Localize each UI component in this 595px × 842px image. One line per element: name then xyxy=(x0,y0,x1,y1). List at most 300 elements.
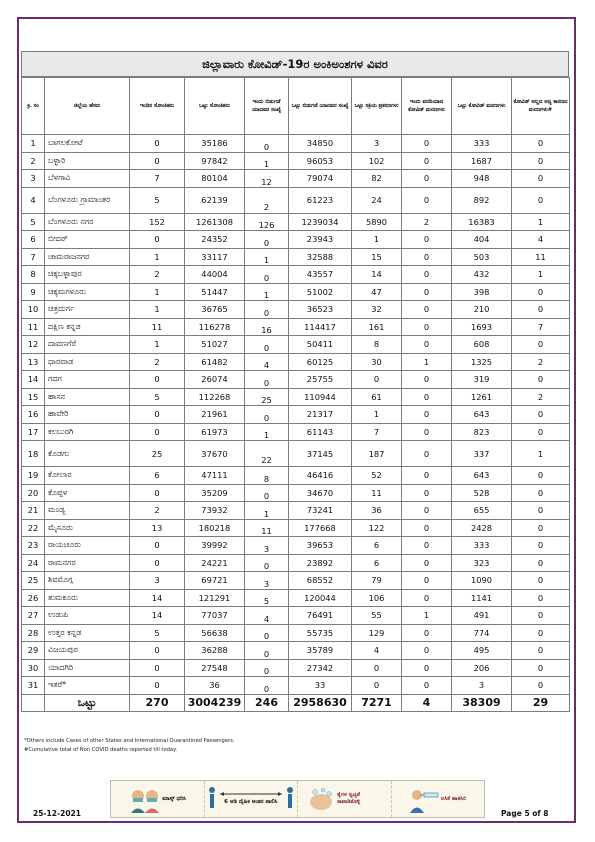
cell-total-discharged: 68552 xyxy=(289,572,352,590)
cell-total-cases: 97842 xyxy=(185,152,245,170)
banner-tile-vaccine xyxy=(392,781,485,817)
cell-total-deaths: 319 xyxy=(452,371,512,389)
cell-other-deaths: 0 xyxy=(512,519,570,537)
cell-active: 32 xyxy=(352,301,402,319)
cell-today-cases: 0 xyxy=(130,537,185,555)
cell-total-cases: 36765 xyxy=(185,301,245,319)
cell-total-deaths: 774 xyxy=(452,624,512,642)
cell-total-deaths: 643 xyxy=(452,406,512,424)
page-total: 8 xyxy=(543,809,549,818)
cell-total-discharged: 114417 xyxy=(289,318,352,336)
cell-today-discharged: 11 xyxy=(245,519,289,537)
cell-today-discharged: 4 xyxy=(245,353,289,371)
cell-total-cases: 47111 xyxy=(185,467,245,485)
cell-other-deaths: 0 xyxy=(512,659,570,677)
cell-today-deaths: 0 xyxy=(402,318,452,336)
cell-other-deaths: 0 xyxy=(512,170,570,188)
banner-tile-handwash xyxy=(298,781,392,817)
cell-today-discharged: 1 xyxy=(245,283,289,301)
cell-other-deaths: 11 xyxy=(512,248,570,266)
cell-active: 122 xyxy=(352,519,402,537)
cell-sno: 12 xyxy=(22,336,45,354)
cell-district: ಚಿಕ್ಕಬಳ್ಳಾಪುರ xyxy=(45,266,130,284)
cell-other-deaths: 1 xyxy=(512,213,570,231)
table-row xyxy=(22,572,570,590)
cell-other-deaths: 0 xyxy=(512,537,570,555)
cell-total-discharged: 46416 xyxy=(289,467,352,485)
cell-today-discharged: 0 xyxy=(245,231,289,249)
cell-total-cases: 62139 xyxy=(185,187,245,213)
cell-district: ಕೋಲಾರ xyxy=(45,467,130,485)
table-row xyxy=(22,152,570,170)
cell-sno: 10 xyxy=(22,301,45,319)
banner-text-mask: ಮಾಸ್ಕ್ ಧರಿಸಿ xyxy=(162,795,186,802)
covid-stats-table xyxy=(21,77,570,712)
cell-today-deaths: 0 xyxy=(402,467,452,485)
cell-total-discharged: 61223 xyxy=(289,187,352,213)
cell-total-cases: 33117 xyxy=(185,248,245,266)
cell-active: 36 xyxy=(352,502,402,520)
cell-sno: 16 xyxy=(22,406,45,424)
cell-today-discharged: 0 xyxy=(245,406,289,424)
cell-today-deaths: 0 xyxy=(402,484,452,502)
cell-total-deaths: 432 xyxy=(452,266,512,284)
cell-sno: 24 xyxy=(22,554,45,572)
cell-active: 187 xyxy=(352,441,402,467)
cell-total-deaths: 948 xyxy=(452,170,512,188)
total-row xyxy=(22,694,570,711)
page-prefix: Page xyxy=(501,809,525,818)
cell-total-deaths: 503 xyxy=(452,248,512,266)
cell-today-cases: 13 xyxy=(130,519,185,537)
cell-today-deaths: 0 xyxy=(402,231,452,249)
cell-other-deaths: 0 xyxy=(512,467,570,485)
cell-active: 102 xyxy=(352,152,402,170)
table-row xyxy=(22,318,570,336)
cell-other-deaths: 0 xyxy=(512,642,570,660)
cell-today-deaths: 0 xyxy=(402,659,452,677)
cell-sno: 15 xyxy=(22,388,45,406)
total-today-deaths: 4 xyxy=(402,694,452,711)
cell-district: ಬೆಂಗಳೂರು ನಗರ xyxy=(45,213,130,231)
cell-sno: 30 xyxy=(22,659,45,677)
cell-sno: 6 xyxy=(22,231,45,249)
total-label: ಒಟ್ಟು xyxy=(45,694,130,711)
cell-active: 55 xyxy=(352,607,402,625)
cell-today-discharged: 1 xyxy=(245,423,289,441)
cell-district: ಬಾಗಲಕೋಟೆ xyxy=(45,135,130,153)
cell-total-discharged: 177668 xyxy=(289,519,352,537)
table-row xyxy=(22,187,570,213)
cell-sno: 11 xyxy=(22,318,45,336)
cell-total-deaths: 1141 xyxy=(452,589,512,607)
cell-total-deaths: 643 xyxy=(452,467,512,485)
cell-other-deaths: 0 xyxy=(512,572,570,590)
cell-today-deaths: 0 xyxy=(402,537,452,555)
note-others: *Others include Cases of other States and International Quarantined Passengers. xyxy=(24,738,235,744)
cell-today-discharged: 0 xyxy=(245,266,289,284)
cell-total-discharged: 79074 xyxy=(289,170,352,188)
cell-district: ರಾಮನಗರ xyxy=(45,554,130,572)
header-total-cases: ಒಟ್ಟು ಸೋಂಕಿತರು xyxy=(185,78,245,135)
cell-district: ದಾವಣಗೆರೆ xyxy=(45,336,130,354)
cell-district: ಕೊಪ್ಪಳ xyxy=(45,484,130,502)
cell-district: ಬೆಳಗಾವಿ xyxy=(45,170,130,188)
cell-today-discharged: 0 xyxy=(245,371,289,389)
cell-today-deaths: 0 xyxy=(402,283,452,301)
cell-today-discharged: 1 xyxy=(245,502,289,520)
header-today-deaths: ಇಂದು ವರದಿಯಾದ ಕೋವಿಡ್ ಮರಣಗಳು xyxy=(402,78,452,135)
cell-total-cases: 39992 xyxy=(185,537,245,555)
cell-district: ಬಳ್ಳಾರಿ xyxy=(45,152,130,170)
cell-total-discharged: 50411 xyxy=(289,336,352,354)
table-row xyxy=(22,677,570,695)
cell-district: ಶಿವಮೊಗ್ಗ xyxy=(45,572,130,590)
cell-other-deaths: 0 xyxy=(512,554,570,572)
cell-today-discharged: 0 xyxy=(245,624,289,642)
cell-sno: 5 xyxy=(22,213,45,231)
cell-total-cases: 61973 xyxy=(185,423,245,441)
table-row xyxy=(22,266,570,284)
table-row xyxy=(22,248,570,266)
cell-today-discharged: 16 xyxy=(245,318,289,336)
header-today-cases: ಇಂದಿನ ಸೋಂಕಿತರು xyxy=(130,78,185,135)
cell-total-cases: 77037 xyxy=(185,607,245,625)
cell-sno: 29 xyxy=(22,642,45,660)
report-date: 25-12-2021 xyxy=(33,809,81,818)
cell-other-deaths: 7 xyxy=(512,318,570,336)
cell-district: ಕಲಬುರಗಿ xyxy=(45,423,130,441)
banner-text-handwash: ಕೈಗಳ ಸ್ವಚ್ಛತೆ ಕಾಪಾಡಿಕೊಳ್ಳಿ xyxy=(337,792,361,805)
cell-total-deaths: 892 xyxy=(452,187,512,213)
cell-today-deaths: 0 xyxy=(402,266,452,284)
cell-total-cases: 24352 xyxy=(185,231,245,249)
page-of: of xyxy=(529,809,544,818)
cell-sno: 22 xyxy=(22,519,45,537)
cell-total-discharged: 55735 xyxy=(289,624,352,642)
cell-total-deaths: 333 xyxy=(452,537,512,555)
cell-total-deaths: 206 xyxy=(452,659,512,677)
cell-active: 14 xyxy=(352,266,402,284)
cell-total-discharged: 35789 xyxy=(289,642,352,660)
cell-active: 106 xyxy=(352,589,402,607)
table-row xyxy=(22,642,570,660)
cell-total-discharged: 43557 xyxy=(289,266,352,284)
table-row xyxy=(22,537,570,555)
cell-total-deaths: 495 xyxy=(452,642,512,660)
table-row xyxy=(22,589,570,607)
cell-today-deaths: 0 xyxy=(402,642,452,660)
cell-other-deaths: 2 xyxy=(512,353,570,371)
cell-total-cases: 26074 xyxy=(185,371,245,389)
cell-total-cases: 121291 xyxy=(185,589,245,607)
cell-today-discharged: 0 xyxy=(245,336,289,354)
cell-today-deaths: 0 xyxy=(402,170,452,188)
cell-today-deaths: 1 xyxy=(402,607,452,625)
cell-total-discharged: 21317 xyxy=(289,406,352,424)
cell-today-cases: 0 xyxy=(130,135,185,153)
cell-sno: 9 xyxy=(22,283,45,301)
cell-active: 4 xyxy=(352,642,402,660)
cell-sno: 3 xyxy=(22,170,45,188)
cell-active: 30 xyxy=(352,353,402,371)
cell-today-cases: 11 xyxy=(130,318,185,336)
cell-district: ಹಾವೇರಿ xyxy=(45,406,130,424)
cell-active: 1 xyxy=(352,231,402,249)
cell-today-cases: 0 xyxy=(130,371,185,389)
cell-district: ಮಂಡ್ಯ xyxy=(45,502,130,520)
cell-total-deaths: 655 xyxy=(452,502,512,520)
cell-district: ಧಾರವಾಡ xyxy=(45,353,130,371)
cell-today-discharged: 3 xyxy=(245,572,289,590)
cell-total-deaths: 404 xyxy=(452,231,512,249)
cell-today-cases: 2 xyxy=(130,502,185,520)
cell-today-discharged: 0 xyxy=(245,642,289,660)
mask-icon xyxy=(128,785,162,813)
table-row xyxy=(22,467,570,485)
total-today-discharged: 246 xyxy=(245,694,289,711)
cell-other-deaths: 1 xyxy=(512,266,570,284)
cell-today-deaths: 0 xyxy=(402,152,452,170)
cell-today-deaths: 0 xyxy=(402,135,452,153)
cell-today-cases: 0 xyxy=(130,677,185,695)
cell-today-deaths: 1 xyxy=(402,353,452,371)
cell-sno: 19 xyxy=(22,467,45,485)
cell-district: ವಿಜಯಪುರ xyxy=(45,642,130,660)
cell-sno: 2 xyxy=(22,152,45,170)
cell-sno: 20 xyxy=(22,484,45,502)
cell-active: 1 xyxy=(352,406,402,424)
cell-sno: 31 xyxy=(22,677,45,695)
header-total-deaths: ಒಟ್ಟು ಕೋವಿಡ್ ಮರಣಗಳು xyxy=(452,78,512,135)
cell-district: ಕೊಡಗು xyxy=(45,441,130,467)
cell-sno: 8 xyxy=(22,266,45,284)
cell-total-deaths: 337 xyxy=(452,441,512,467)
cell-today-discharged: 2 xyxy=(245,187,289,213)
cell-today-discharged: 8 xyxy=(245,467,289,485)
cell-total-deaths: 528 xyxy=(452,484,512,502)
cell-total-cases: 61482 xyxy=(185,353,245,371)
banner-tile-distance xyxy=(205,781,299,817)
cell-today-cases: 6 xyxy=(130,467,185,485)
cell-other-deaths: 0 xyxy=(512,336,570,354)
cell-total-cases: 44004 xyxy=(185,266,245,284)
cell-total-deaths: 323 xyxy=(452,554,512,572)
cell-today-deaths: 0 xyxy=(402,677,452,695)
cell-active: 129 xyxy=(352,624,402,642)
cell-district: ಇತರೆ* xyxy=(45,677,130,695)
cell-district: ಉತ್ತರ ಕನ್ನಡ xyxy=(45,624,130,642)
cell-total-deaths: 210 xyxy=(452,301,512,319)
cell-sno: 1 xyxy=(22,135,45,153)
cell-total-discharged: 25755 xyxy=(289,371,352,389)
cell-total-cases: 180218 xyxy=(185,519,245,537)
cell-total-deaths: 398 xyxy=(452,283,512,301)
cell-today-discharged: 0 xyxy=(245,135,289,153)
page-current: 5 xyxy=(524,809,530,818)
cell-sno: 27 xyxy=(22,607,45,625)
cell-today-cases: 0 xyxy=(130,642,185,660)
table-row xyxy=(22,353,570,371)
cell-total-deaths: 2428 xyxy=(452,519,512,537)
cell-today-discharged: 3 xyxy=(245,537,289,555)
cell-active: 7 xyxy=(352,423,402,441)
cell-total-discharged: 96053 xyxy=(289,152,352,170)
cell-today-cases: 14 xyxy=(130,607,185,625)
cell-total-deaths: 1090 xyxy=(452,572,512,590)
cell-today-discharged: 0 xyxy=(245,301,289,319)
cell-today-cases: 14 xyxy=(130,589,185,607)
handwash-icon xyxy=(307,785,337,813)
total-total-cases: 3004239 xyxy=(185,694,245,711)
total-active: 7271 xyxy=(352,694,402,711)
cell-total-discharged: 73241 xyxy=(289,502,352,520)
cell-district: ಉಡುಪಿ xyxy=(45,607,130,625)
banner-text-distance: 6 ಅಡಿ ದೈಹಿಕ ಅಂತರ ಪಾಲಿಸಿ xyxy=(224,798,278,805)
cell-today-discharged: 0 xyxy=(245,659,289,677)
cell-total-discharged: 39653 xyxy=(289,537,352,555)
cell-active: 61 xyxy=(352,388,402,406)
cell-active: 0 xyxy=(352,371,402,389)
cell-other-deaths: 0 xyxy=(512,607,570,625)
table-row xyxy=(22,554,570,572)
cell-today-deaths: 0 xyxy=(402,572,452,590)
cell-today-discharged: 126 xyxy=(245,213,289,231)
cell-today-cases: 5 xyxy=(130,187,185,213)
cell-other-deaths: 4 xyxy=(512,231,570,249)
cell-today-cases: 152 xyxy=(130,213,185,231)
cell-today-cases: 0 xyxy=(130,554,185,572)
cell-total-deaths: 1261 xyxy=(452,388,512,406)
cell-total-discharged: 60125 xyxy=(289,353,352,371)
cell-other-deaths: 0 xyxy=(512,406,570,424)
total-other-deaths: 29 xyxy=(512,694,570,711)
cell-total-cases: 116278 xyxy=(185,318,245,336)
cell-other-deaths: 0 xyxy=(512,423,570,441)
cell-total-cases: 37670 xyxy=(185,441,245,467)
total-sno xyxy=(22,694,45,711)
cell-total-cases: 69721 xyxy=(185,572,245,590)
header-other-deaths: ಕೋವಿಡ್ ಅಲ್ಲದ ಅನ್ಯ ಕಾರಣದ ಮರಣಗಳು# xyxy=(512,78,570,135)
cell-total-discharged: 36523 xyxy=(289,301,352,319)
cell-other-deaths: 0 xyxy=(512,589,570,607)
cell-other-deaths: 0 xyxy=(512,677,570,695)
cell-other-deaths: 0 xyxy=(512,187,570,213)
cell-today-deaths: 0 xyxy=(402,502,452,520)
cell-district: ಚಿಕ್ಕಮಗಳೂರು xyxy=(45,283,130,301)
cell-total-deaths: 1325 xyxy=(452,353,512,371)
cell-sno: 14 xyxy=(22,371,45,389)
cell-today-cases: 0 xyxy=(130,406,185,424)
table-row xyxy=(22,170,570,188)
cell-today-deaths: 0 xyxy=(402,519,452,537)
cell-district: ಚಾಮರಾಜನಗರ xyxy=(45,248,130,266)
cell-today-cases: 0 xyxy=(130,152,185,170)
cell-sno: 26 xyxy=(22,589,45,607)
cell-total-deaths: 491 xyxy=(452,607,512,625)
cell-other-deaths: 2 xyxy=(512,388,570,406)
cell-district: ಹಾಸನ xyxy=(45,388,130,406)
cell-district: ಬೆಂಗಳೂರು ಗ್ರಾಮಾಂತರ xyxy=(45,187,130,213)
cell-today-deaths: 0 xyxy=(402,187,452,213)
banner-tile-mask xyxy=(111,781,205,817)
cell-total-discharged: 23892 xyxy=(289,554,352,572)
table-row xyxy=(22,388,570,406)
cell-other-deaths: 0 xyxy=(512,283,570,301)
cell-today-cases: 0 xyxy=(130,484,185,502)
cell-active: 161 xyxy=(352,318,402,336)
cell-today-discharged: 22 xyxy=(245,441,289,467)
table-row xyxy=(22,519,570,537)
cell-active: 6 xyxy=(352,554,402,572)
cell-total-cases: 35186 xyxy=(185,135,245,153)
table-row xyxy=(22,441,570,467)
cell-sno: 7 xyxy=(22,248,45,266)
cell-total-discharged: 120044 xyxy=(289,589,352,607)
table-row xyxy=(22,624,570,642)
cell-today-cases: 5 xyxy=(130,624,185,642)
cell-today-deaths: 0 xyxy=(402,406,452,424)
cell-sno: 4 xyxy=(22,187,45,213)
cell-active: 24 xyxy=(352,187,402,213)
cell-today-discharged: 12 xyxy=(245,170,289,188)
cell-today-cases: 0 xyxy=(130,659,185,677)
cell-district: ಯಾದಗಿರಿ xyxy=(45,659,130,677)
cell-total-discharged: 37145 xyxy=(289,441,352,467)
cell-other-deaths: 0 xyxy=(512,152,570,170)
cell-district: ಚಿತ್ರದುರ್ಗ xyxy=(45,301,130,319)
vaccine-icon xyxy=(407,785,441,813)
cell-total-deaths: 333 xyxy=(452,135,512,153)
note-non-covid: #Cumulative total of Non COVID deaths reported till today. xyxy=(24,747,178,753)
table-row xyxy=(22,607,570,625)
page-title: ಜಿಲ್ಲಾವಾರು ಕೋವಿಡ್-19ರ ಅಂಕಿಅಂಶಗಳ ವಿವರ xyxy=(21,51,569,77)
cell-today-discharged: 25 xyxy=(245,388,289,406)
cell-district: ದಕ್ಷಿಣ ಕನ್ನಡ xyxy=(45,318,130,336)
banner-text-vaccine: ಲಸಿಕೆ ಹಾಕಿಸಿರಿ xyxy=(440,795,466,802)
header-district: ಜಿಲ್ಲೆಯ ಹೆಸರು xyxy=(45,78,130,135)
cell-total-deaths: 16383 xyxy=(452,213,512,231)
cell-active: 8 xyxy=(352,336,402,354)
cell-total-deaths: 1693 xyxy=(452,318,512,336)
cell-active: 11 xyxy=(352,484,402,502)
cell-today-deaths: 0 xyxy=(402,624,452,642)
cell-total-cases: 24221 xyxy=(185,554,245,572)
cell-total-discharged: 61143 xyxy=(289,423,352,441)
cell-total-discharged: 34670 xyxy=(289,484,352,502)
cell-other-deaths: 1 xyxy=(512,441,570,467)
cell-today-deaths: 0 xyxy=(402,441,452,467)
cell-total-discharged: 23943 xyxy=(289,231,352,249)
header-today-discharged: ಇಂದು ಬಿಡುಗಡೆ ಯಾದವರ ಸಂಖ್ಯೆ xyxy=(245,78,289,135)
cell-active: 0 xyxy=(352,677,402,695)
table-row xyxy=(22,371,570,389)
cell-district: ಮೈಸೂರು xyxy=(45,519,130,537)
total-total-discharged: 2958630 xyxy=(289,694,352,711)
header-total-discharged: ಒಟ್ಟು ಬಿಡುಗಡೆ ಯಾದವರ ಸಂಖ್ಯೆ xyxy=(289,78,352,135)
cell-today-deaths: 0 xyxy=(402,371,452,389)
cell-today-cases: 1 xyxy=(130,301,185,319)
cell-today-discharged: 1 xyxy=(245,248,289,266)
cell-sno: 25 xyxy=(22,572,45,590)
table-row xyxy=(22,283,570,301)
cell-total-deaths: 1687 xyxy=(452,152,512,170)
cell-total-discharged: 32588 xyxy=(289,248,352,266)
cell-today-cases: 2 xyxy=(130,266,185,284)
page-number xyxy=(501,809,549,818)
cell-today-deaths: 0 xyxy=(402,301,452,319)
cell-today-deaths: 0 xyxy=(402,248,452,266)
